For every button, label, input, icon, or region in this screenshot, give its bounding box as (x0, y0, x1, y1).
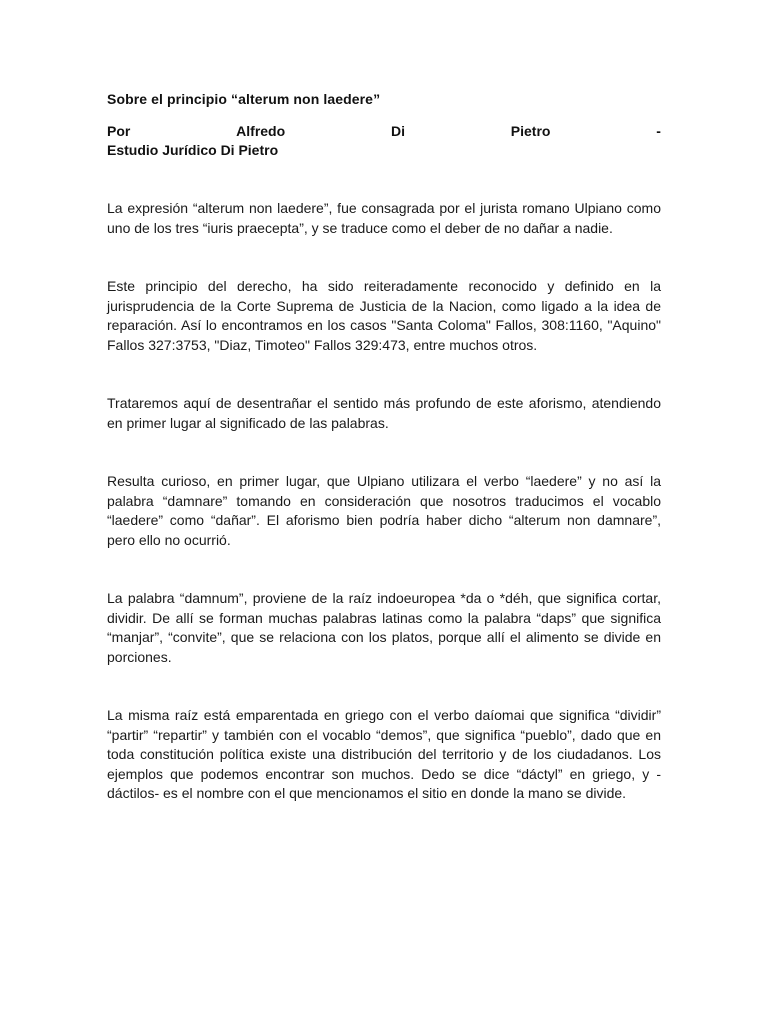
paragraph-6: La misma raíz está emparentada en griego con el verbo daíomai que significa “dividir” “partir” “repartir” y también con el vocablo “demos”, que significa “pueblo”, dado que en toda constitución política existe una distribución del territorio y de los ciudadanos. Los ejemplos que podemos encontrar son muchos. Dedo se dice “dáctyl” en griego, y -dáctilos- es el nombre con el que mencionamos el sitio en donde la mano se divide. (107, 707, 661, 801)
document-page (107, 90, 661, 804)
author-word: - (656, 123, 661, 139)
paragraph-3: Trataremos aquí de desentrañar el sentido más profundo de este aforismo, atendiendo en primer lugar al significado de las palabras. (107, 395, 661, 431)
document-title: Sobre el principio “alterum non laedere” (107, 91, 381, 107)
author-word: Pietro (510, 123, 551, 139)
paragraph-1: La expresión “alterum non laedere”, fue consagrada por el jurista romano Ulpiano como uno de los tres “iuris praecepta”, y se traduce como el deber de no dañar a nadie. (107, 200, 661, 236)
author-line (107, 122, 661, 141)
paragraph-2: Este principio del derecho, ha sido reiteradamente reconocido y definido en la jurisprudencia de la Corte Suprema de Justicia de la Nacion, como ligado a la idea de reparación. Así lo encontramos en los casos "Santa Coloma" Fallos, 308:1160, "Aquino" Fallos 327:3753, "Diaz, Timoteo" Fallos 329:473, entre muchos otros. (107, 278, 661, 353)
paragraph-5: La palabra “damnum”, proviene de la raíz indoeuropea *da o *déh, que significa cortar, dividir. De allí se forman muchas palabras latinas como la palabra “daps” que significa “manjar”, “convite”, que se relaciona con los platos, porque allí el alimento se divide en porciones. (107, 590, 661, 665)
author-firm: Estudio Jurídico Di Pietro (107, 142, 279, 158)
paragraph-4: Resulta curioso, en primer lugar, que Ulpiano utilizara el verbo “laedere” y no así la palabra “damnare” tomando en consideración que nosotros traducimos el vocablo “laedere” como “dañar”. El aforismo bien podría haber dicho “alterum non damnare”, pero ello no ocurrió. (107, 473, 661, 548)
author-word: Di (390, 123, 405, 139)
author-word: Por (107, 123, 131, 139)
author-word: Alfredo (236, 123, 286, 139)
